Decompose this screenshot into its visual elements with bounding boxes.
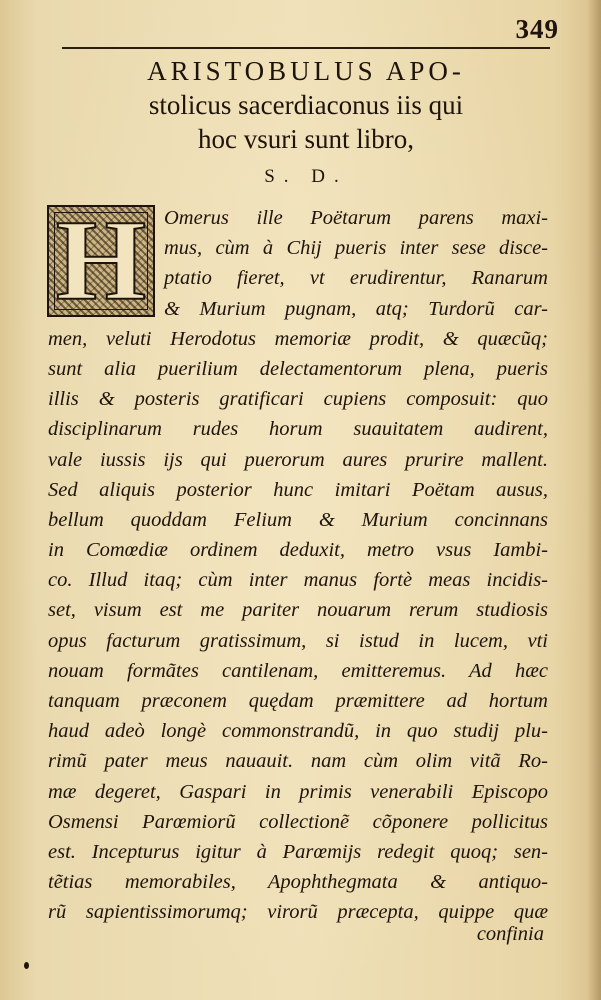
text-line: mæ degeret, Gaspari in primis venerabili Episcopo [48,780,548,803]
heading-line-2: stolicus sacerdiaconus iis qui [148,90,464,120]
text-line: opus facturum gratissimum, si istud in lucem, vti [48,629,548,652]
text-line: illis & posteris gratificari cupiens composuit: quo [48,388,548,411]
text-line: set, visum est me pariter nouarum rerum studiosis [48,599,548,622]
text-line: Omerus ille Poëtarum parens maxi- [164,207,548,229]
body-text [48,197,548,928]
text-line: rimũ pater meus nauauit. nam cùm olim vitã Ro- [48,750,548,773]
text-line: mus, cùm à Chij pueris inter sese disce- [164,237,548,260]
text-line: Osmensi Parœmiorũ collectionẽ cõponere pollicitus [48,810,548,833]
text-line: men, veluti Herodotus memoriæ prodit, & quæcũq; [48,327,548,350]
text-line: & Murium pugnam, atq; Turdorũ car- [164,297,548,320]
text-line: co. Illud itaq; cùm inter manus fortè meas incidis- [48,569,548,592]
section-heading [62,54,550,194]
text-line: rũ sapientissimorumq; virorũ præcepta, quippe quæ [48,901,548,924]
page-edge-shadow [587,0,601,1000]
text-line: in Comœdiæ ordinem deduxit, metro vsus Iambi- [48,539,548,562]
text-line: haud adeò longè commonstrandũ, in quo studij plu- [48,720,548,743]
header-rule [62,47,550,49]
text-line: ptatio fieret, vt erudirentur, Ranarum [164,267,548,290]
text-line: disciplinarum rudes horum suauitatem audirent, [48,418,548,441]
text-line: est. Incepturus igitur à Parœmijs redegit quoq; sen- [48,840,548,863]
decorated-initial-letter: H [55,197,147,325]
printer-mark [24,962,29,969]
text-line: sunt alia puerilium delectamentorum plena, pueris [48,357,548,380]
heading-line-1: ARISTOBULUS APO- [147,56,465,86]
text-line: tanquam præconem quędam præmittere ad hortum [48,690,548,712]
text-line: tẽtias memorabiles, Apophthegmata & antiquo- [48,871,548,894]
page-number: 349 [515,14,559,44]
heading-salutation: S. D. [264,166,348,187]
text-line: nouam formãtes cantilenam, emitteremus. Ad hæc [48,659,548,682]
text-line: vale iussis ijs qui puerorum aures prurire mallent. [48,448,548,471]
heading-line-3: hoc vsuri sunt libro, [198,124,414,154]
catchword: confinia [476,923,544,945]
text-line: bellum quoddam Felium & Murium concinnans [48,508,548,531]
text-line: Sed aliquis posterior hunc imitari Poëtam ausus, [48,478,548,501]
